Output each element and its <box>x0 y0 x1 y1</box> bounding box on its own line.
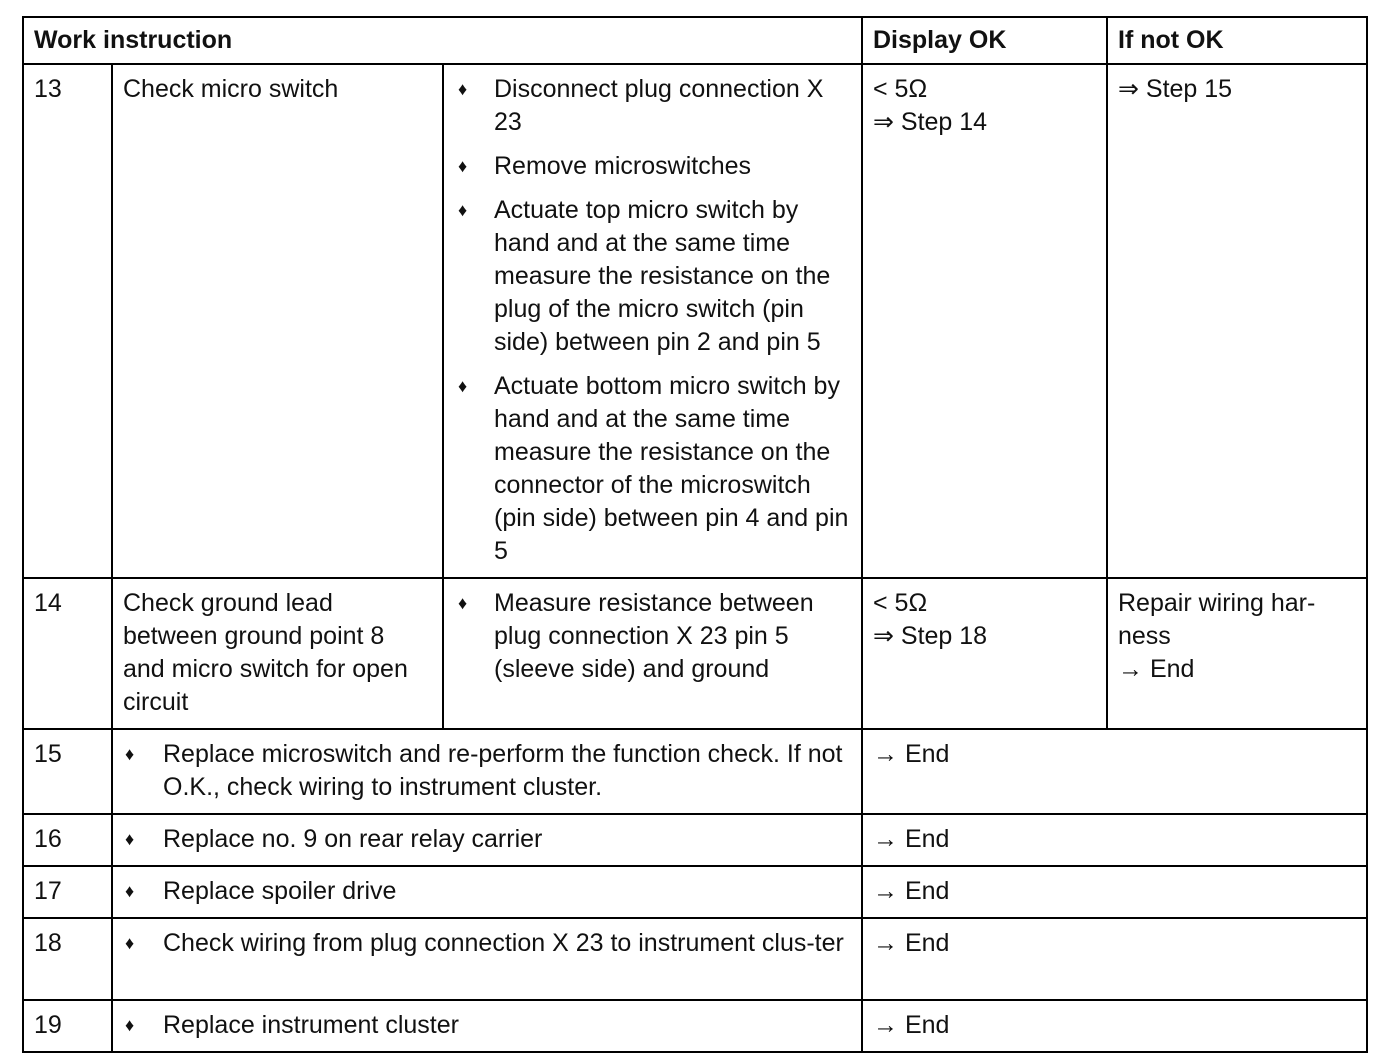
result-cell: → End <box>862 814 1367 866</box>
bullet-icon: ♦ <box>458 376 468 396</box>
display-ok-next-step: ⇒ Step 14 <box>873 108 988 136</box>
table-row-17 <box>23 866 1367 918</box>
table-row-15 <box>23 729 1367 814</box>
bullet-icon: ♦ <box>125 1015 135 1035</box>
display-ok-cell <box>862 64 1107 578</box>
result-cell: → End <box>862 729 1367 814</box>
display-ok-value: < 5Ω <box>873 589 928 617</box>
header-row <box>23 17 1367 64</box>
step-number: 14 <box>23 578 112 729</box>
step-action: ♦ Check wiring from plug connection X 23 to instrument clus-ter <box>112 918 862 1000</box>
list-item: ♦ Remove microswitches <box>454 150 851 183</box>
step-action: ♦ Replace microswitch and re-perform the function check. If not O.K., check wiring to instrument cluster. <box>112 729 862 814</box>
bullet-icon: ♦ <box>125 933 135 953</box>
step-actions <box>443 578 862 729</box>
table-row-19 <box>23 1000 1367 1052</box>
list-item: ♦ Actuate bottom micro switch by hand and at the same time measure the resistance on the connector of the microswitch (pin side) between pin 4 and pin 5 <box>458 372 849 565</box>
bullet-icon: ♦ <box>458 79 468 99</box>
list-item: ♦ Disconnect plug connection X 23 <box>458 75 824 136</box>
bullet-icon: ♦ <box>458 156 468 176</box>
step-actions <box>443 64 862 578</box>
header-display-ok: Display OK <box>862 17 1107 64</box>
if-not-ok-cell: ⇒ Step 15 <box>1107 64 1367 578</box>
table-row-16 <box>23 814 1367 866</box>
header-work-instruction: Work instruction <box>23 17 862 64</box>
header-if-not-ok: If not OK <box>1107 17 1367 64</box>
step-number: 13 <box>23 64 112 578</box>
bullet-icon: ♦ <box>125 829 135 849</box>
if-not-ok-cell: Repair wiring har- ness → End <box>1107 578 1367 729</box>
work-instruction-table <box>22 16 1368 1053</box>
step-number: 19 <box>23 1000 112 1052</box>
bullet-icon: ♦ <box>458 200 468 220</box>
step-action: ♦ Replace instrument cluster <box>112 1000 862 1052</box>
bullet-icon: ♦ <box>458 593 468 613</box>
action-list <box>454 587 851 686</box>
display-ok-next-step: ⇒ Step 18 <box>873 622 988 650</box>
step-number: 16 <box>23 814 112 866</box>
step-number: 18 <box>23 918 112 1000</box>
step-action: ♦ Replace no. 9 on rear relay carrier <box>112 814 862 866</box>
bullet-icon: ♦ <box>125 744 135 764</box>
list-item: ♦ Measure resistance between plug connection X 23 pin 5 (sleeve side) and ground <box>458 589 814 683</box>
action-list <box>454 73 851 568</box>
display-ok-cell <box>862 578 1107 729</box>
table-row-14 <box>23 578 1367 729</box>
step-action: ♦ Replace spoiler drive <box>112 866 862 918</box>
step-title: Check micro switch <box>112 64 443 578</box>
list-item: ♦ Actuate top micro switch by hand and at the same time measure the resistance on the plug of the micro switch (pin side) between pin 2 and pin 5 <box>458 196 831 356</box>
result-cell: → End <box>862 918 1367 1000</box>
result-cell: → End <box>862 866 1367 918</box>
step-number: 15 <box>23 729 112 814</box>
result-cell: → End <box>862 1000 1367 1052</box>
bullet-icon: ♦ <box>125 881 135 901</box>
display-ok-value: < 5Ω <box>873 75 928 103</box>
step-number: 17 <box>23 866 112 918</box>
table-row-13 <box>23 64 1367 578</box>
step-title: Check ground lead between ground point 8 and micro switch for open circuit <box>112 578 443 729</box>
table-row-18 <box>23 918 1367 1000</box>
